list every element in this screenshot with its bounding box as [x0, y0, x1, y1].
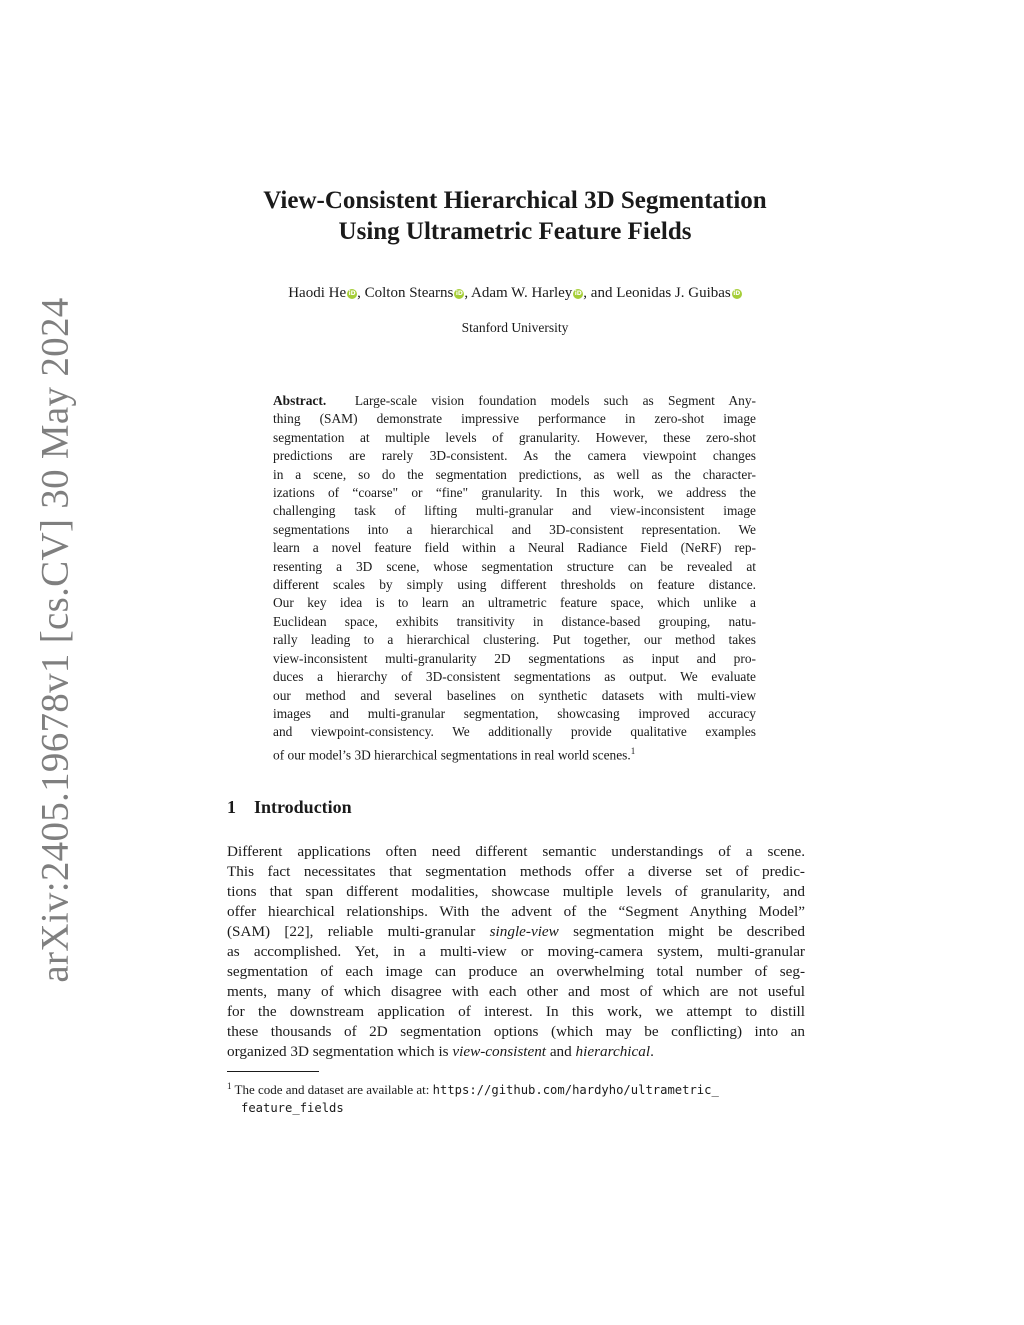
body-line: ments, many of which disagree with each other and most of which are not useful — [227, 983, 805, 1000]
abstract-line: resenting a 3D scene, whose segmentation structure can be revealed at — [273, 558, 756, 574]
abstract-line: challenging task of lifting multi-granular and view-inconsistent image — [273, 503, 756, 519]
orcid-icon[interactable]: iD — [455, 290, 463, 297]
body-line: organized 3D segmentation which is view-consistent and hierarchical. — [227, 1043, 654, 1060]
abstract-line: Our key idea is to learn an ultrametric feature space, which unlike a — [273, 595, 756, 611]
abstract-line: predictions are rarely 3D-consistent. As the camera viewpoint changes — [273, 448, 756, 464]
body-line: as accomplished. Yet, in a multi-view or moving-camera system, multi-granular — [227, 943, 805, 960]
abstract-line: images and multi-granular segmentation, showcasing improved accuracy — [273, 705, 756, 721]
affiliation: Stanford University — [461, 320, 569, 335]
emphasis-hierarchical: hierarchical — [575, 1043, 651, 1060]
body-line: Different applications often need different semantic understandings of a scene. — [227, 843, 805, 860]
abstract-line: view-inconsistent multi-granularity 2D segmentations as input and pro- — [273, 650, 756, 666]
orcid-icon[interactable]: iD — [733, 290, 741, 297]
author-name: Leonidas J. Guibas — [616, 285, 731, 301]
title-line-2: Using Ultrametric Feature Fields — [338, 218, 692, 245]
author-name: Colton Stearns — [364, 285, 454, 301]
introduction-paragraph — [227, 842, 805, 1062]
author-name: Haodi He — [288, 285, 347, 301]
abstract-line: learn a novel feature field within a Neural Radiance Field (NeRF) rep- — [273, 540, 756, 556]
title-line-1: View-Consistent Hierarchical 3D Segmentation — [263, 187, 767, 214]
abstract-line: in a scene, so do the segmentation predictions, as well as the character- — [273, 466, 756, 482]
footnote-reference[interactable]: 1 — [630, 745, 636, 756]
abstract — [273, 392, 756, 765]
orcid-icon[interactable]: iD — [574, 290, 582, 297]
footnote-url-continuation[interactable]: feature_fields — [241, 1101, 344, 1115]
abstract-line: Euclidean space, exhibits transitivity in distance-based grouping, natu- — [273, 613, 756, 629]
footnote — [227, 1077, 805, 1117]
arxiv-identifier: arXiv:2405.19678v1 [cs.CV] 30 May 2024 — [33, 297, 77, 983]
abstract-line: our method and several baselines on synthetic datasets with multi-view — [273, 687, 756, 703]
author-name: Adam W. Harley — [471, 285, 573, 301]
abstract-line: segmentation at multiple levels of granularity. However, these zero-shot — [273, 429, 756, 445]
abstract-line: of our model’s 3D hierarchical segmentations in real world scenes.$^1$ — [273, 745, 636, 763]
abstract-line: and viewpoint-consistency. We additionally provide qualitative examples — [273, 724, 756, 740]
orcid-icon[interactable]: iD — [348, 290, 356, 297]
author-separator: , — [357, 285, 365, 301]
abstract-line: Abstract. Large-scale vision foundation models such as Segment Any- — [273, 393, 756, 408]
abstract-label: Abstract. — [273, 393, 327, 408]
body-line: offer hiearchical relationships. With the advent of the “Segment Anything Model” — [227, 903, 805, 920]
abstract-line: izations of “coarse" or “fine" granularity. In this work, we address the — [273, 485, 756, 501]
paper-title — [200, 185, 830, 247]
body-line: This fact necessitates that segmentation methods offer a diverse set of predic- — [227, 863, 805, 880]
section-title: Introduction — [254, 797, 352, 817]
abstract-line: thing (SAM) demonstrate impressive performance in zero-shot image — [273, 411, 756, 427]
footnote-divider — [227, 1071, 319, 1072]
footnote-mark: 1 — [227, 1081, 232, 1091]
body-line: tions that span different modalities, showcase multiple levels of granularity, and — [227, 883, 805, 900]
emphasis-single-view: single-view — [489, 923, 559, 940]
emphasis-view-consistent: view-consistent — [452, 1043, 547, 1060]
footnote-text: The code and dataset are available at: — [234, 1082, 433, 1097]
abstract-line: segmentations into a hierarchical and 3D-consistent representation. We — [273, 521, 756, 537]
author-list — [150, 285, 880, 302]
body-line: for the downstream application of interest. In this work, we attempt to distill — [227, 1003, 805, 1020]
author-separator: , and — [583, 285, 617, 301]
section-number: 1 — [227, 797, 236, 817]
abstract-line: duces a hierarchy of 3D-consistent segmentations as output. We evaluate — [273, 669, 756, 685]
section-heading-introduction — [227, 797, 352, 818]
abstract-line: different scales by simply using different thresholds on feature distance. — [273, 577, 756, 593]
body-line: these thousands of 2D segmentation options (which may be conflicting) into an — [227, 1023, 805, 1040]
body-line: segmentation of each image can produce an overwhelming total number of seg- — [227, 963, 805, 980]
footnote-url[interactable]: https://github.com/hardyho/ultrametric_ — [432, 1083, 719, 1097]
author-separator: , — [464, 285, 472, 301]
body-line: (SAM) [22], reliable multi-granular single-view segmentation might be described — [227, 923, 806, 940]
abstract-line: rally leading to a hierarchical clustering. Put together, our method takes — [273, 632, 756, 648]
